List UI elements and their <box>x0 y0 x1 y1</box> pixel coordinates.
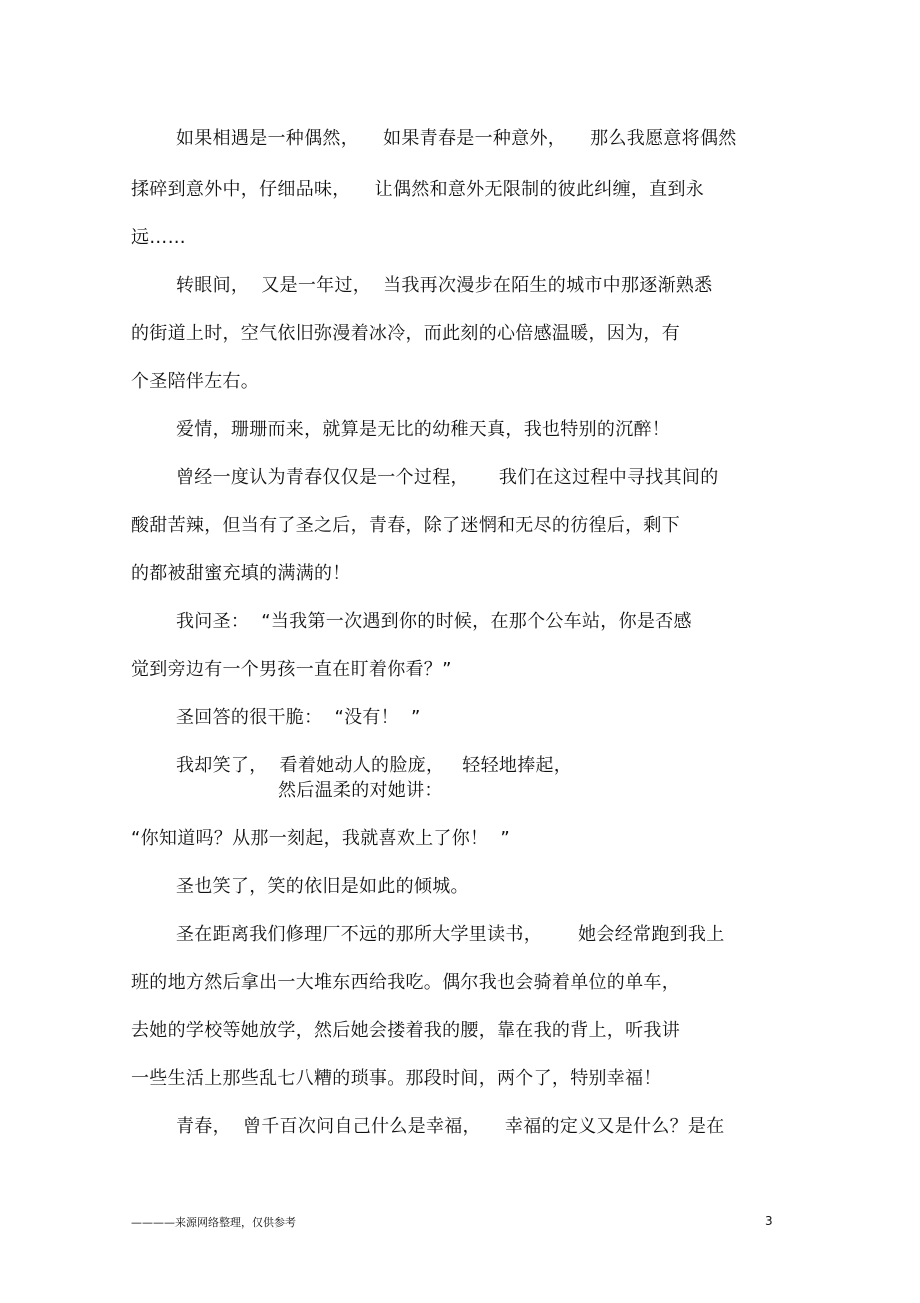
paragraph-line: 圣回答的很干脆： “没有！ ” <box>176 707 421 728</box>
paragraph-line: 圣也笑了，笑的依旧是如此的倾城。 <box>176 876 469 897</box>
paragraph-line: 的街道上时，空气依旧弥漫着冰冷，而此刻的心倍感温暖，因为，有 <box>131 323 680 344</box>
paragraph-line: 觉到旁边有一个男孩一直在盯着你看？” <box>131 659 452 680</box>
footer-source-note: ————来源网络整理，仅供参考 <box>131 1216 296 1229</box>
paragraph-line: 的都被甜蜜充填的满满的！ <box>131 563 351 584</box>
paragraph-line: 个圣陪伴左右。 <box>131 371 260 392</box>
paragraph-line: 曾经一度认为青春仅仅是一个过程， 我们在这过程中寻找其间的 <box>176 467 719 488</box>
paragraph-line: 圣在距离我们修理厂不远的那所大学里读书， 她会经常跑到我上 <box>176 924 725 945</box>
paragraph-line: 远…… <box>131 227 186 248</box>
paragraph-line: 青春， 曾千百次问自己什么是幸福， 幸福的定义又是什么？是在 <box>176 1116 725 1137</box>
paragraph-line: 转眼间， 又是一年过， 当我再次漫步在陌生的城市中那逐渐熟悉 <box>176 275 713 296</box>
paragraph-line: 我却笑了， 看着她动人的脸庞， 轻轻地捧起， <box>176 755 573 776</box>
paragraph-line: 揉碎到意外中，仔细品味， 让偶然和意外无限制的彼此纠缠，直到永 <box>131 179 705 200</box>
paragraph-line: 去她的学校等她放学，然后她会搂着我的腰，靠在我的背上，听我讲 <box>131 1020 680 1041</box>
paragraph-line: 然后温柔的对她讲： <box>278 780 443 801</box>
page-number: 3 <box>765 1214 773 1228</box>
paragraph-line: 一些生活上那些乱七八糟的琐事。那段时间，两个了，特别幸福！ <box>131 1068 662 1089</box>
paragraph-line: 酸甜苦辣，但当有了圣之后，青春，除了迷惘和无尽的彷徨后，剩下 <box>131 515 680 536</box>
paragraph-line: 班的地方然后拿出一大堆东西给我吃。偶尔我也会骑着单位的单车， <box>131 972 680 993</box>
paragraph-line: “你知道吗？从那一刻起，我就喜欢上了你！ ” <box>131 828 510 849</box>
paragraph-line: 如果相遇是一种偶然， 如果青春是一种意外， 那么我愿意将偶然 <box>176 128 737 149</box>
paragraph-line: 我问圣： “当我第一次遇到你的时候，在那个公车站，你是否感 <box>176 611 692 632</box>
paragraph-line: 爱情，珊珊而来，就算是无比的幼稚天真，我也特别的沉醉！ <box>176 419 671 440</box>
